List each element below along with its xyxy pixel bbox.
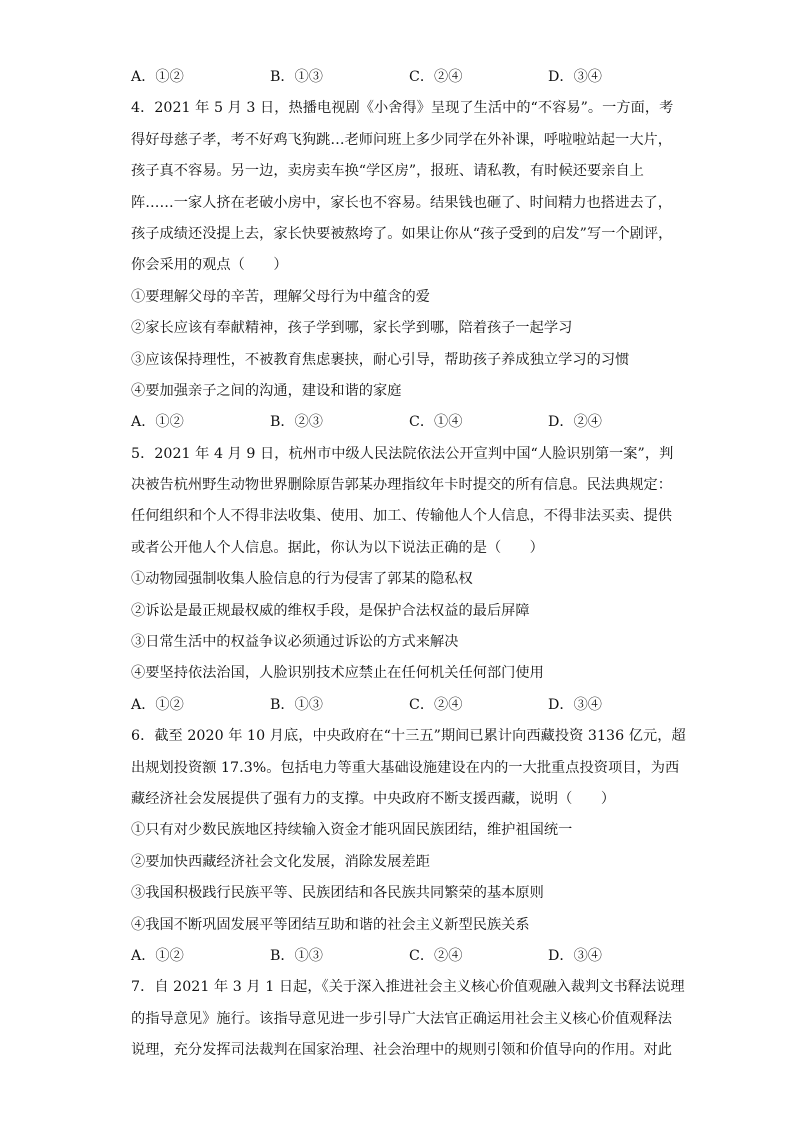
statement-item: ③应该保持理性，不被教育焦虑裹挟，耐心引导，帮助孩子养成独立学习的习惯 — [131, 351, 630, 368]
option-d[interactable]: D．③④ — [548, 696, 602, 713]
options-row-prev — [131, 62, 666, 93]
question-text-line: 任何组织和个人不得非法收集、使用、加工、传输他人个人信息，不得非法买卖、提供 — [131, 508, 673, 525]
option-c[interactable]: C．②④ — [409, 696, 463, 713]
statement-item: ①只有对少数民族地区持续输入资金才能巩固民族团结，维护祖国统一 — [131, 822, 573, 839]
statement-item: ②诉讼是最正规最权威的维权手段，是保护合法权益的最后屏障 — [131, 602, 530, 619]
question-text-line: 阵……一家人挤在老破小房中，家长也不容易。结果钱也砸了、时间精力也搭进去了， — [131, 194, 673, 211]
option-b[interactable]: B．②③ — [270, 414, 323, 431]
question-7 — [131, 972, 685, 1066]
option-a[interactable]: A．①② — [131, 414, 184, 431]
option-c[interactable]: C．②④ — [409, 69, 463, 85]
question-text-line: 你会采用的观点（ ） — [131, 257, 288, 274]
statement-item: ②要加快西藏经济社会文化发展，消除发展差距 — [131, 853, 430, 870]
option-a[interactable]: A．①② — [131, 947, 184, 964]
option-a[interactable]: A．①② — [131, 696, 184, 713]
option-c[interactable]: C．①④ — [409, 414, 463, 431]
statement-item: ③我国积极践行民族平等、民族团结和各民族共同繁荣的基本原则 — [131, 885, 544, 902]
question-5 — [131, 439, 674, 722]
question-text-line: 得好母慈子孝，考不好鸡飞狗跳…老师问班上多少同学在外补课，呼啦啦站起一大片， — [131, 131, 673, 148]
option-a[interactable]: A．①② — [131, 69, 184, 85]
options-row — [131, 690, 666, 721]
question-text-line: 7．自 2021 年 3 月 1 日起，《关于深入推进社会主义核心价值观融入裁判文书释法说理 — [131, 979, 685, 996]
question-4 — [131, 93, 674, 438]
question-text-line: 或者公开他人个人信息。据此，你认为以下说法正确的是（ ） — [131, 539, 544, 556]
options-row — [131, 941, 666, 972]
option-b[interactable]: B．①③ — [270, 947, 323, 964]
question-text-line: 决被告杭州野生动物世界删除原告郭某办理指纹年卡时提交的所有信息。民法典规定： — [131, 477, 673, 494]
question-6 — [131, 721, 686, 972]
statement-item: ②家长应该有奉献精神，孩子学到哪，家长学到哪，陪着孩子一起学习 — [131, 320, 573, 337]
option-d[interactable]: D．③④ — [548, 947, 602, 964]
statement-item: ①动物园强制收集人脸信息的行为侵害了郭某的隐私权 — [131, 571, 473, 588]
question-text-line: 孩子真不容易。另一边，卖房卖车换“学区房”，报班、请私教，有时候还要亲自上 — [131, 163, 644, 180]
question-text-line: 4．2021 年 5 月 3 日，热播电视剧《小舍得》呈现了生活中的“不容易”。一方面，考 — [131, 100, 674, 117]
option-b[interactable]: B．①③ — [270, 696, 323, 713]
statement-item: ④要加强亲子之间的沟通，建设和谐的家庭 — [131, 382, 402, 399]
options-row — [131, 407, 666, 438]
question-text-line: 5．2021 年 4 月 9 日，杭州市中级人民法院依法公开宣判中国“人脸识别第一案”，判 — [131, 445, 674, 462]
option-d[interactable]: D．②④ — [548, 414, 602, 431]
question-text-line: 6．截至 2020 年 10 月底，中央政府在“十三五”期间已累计向西藏投资 3136 亿元，超 — [131, 728, 686, 745]
question-text-line: 说理，充分发挥司法裁判在国家治理、社会治理中的规则引领和价值导向的作用。对此 — [131, 1042, 673, 1059]
question-text-line: 出规划投资额 17.3%。包括电力等重大基础设施建设在内的一大批重点投资项目，为西 — [131, 759, 680, 776]
option-c[interactable]: C．②④ — [409, 947, 463, 964]
question-text-line: 藏经济社会发展提供了强有力的支撑。中央政府不断支援西藏，说明（ ） — [131, 790, 616, 807]
question-content — [131, 62, 686, 1067]
statement-item: ③日常生活中的权益争议必须通过诉讼的方式来解决 — [131, 634, 459, 651]
statement-item: ④我国不断巩固发展平等团结互助和谐的社会主义新型民族关系 — [131, 916, 530, 933]
question-text-line: 孩子成绩还没提上去，家长快要被熬垮了。如果让你从“孩子受到的启发”写一个剧评， — [131, 225, 673, 242]
statement-item: ①要理解父母的辛苦，理解父母行为中蕴含的爱 — [131, 288, 430, 305]
question-text-line: 的指导意见》施行。该指导意见进一步引导广大法官正确运用社会主义核心价值观释法 — [131, 1010, 673, 1027]
statement-item: ④要坚持依法治国，人脸识别技术应禁止在任何机关任何部门使用 — [131, 665, 544, 682]
option-d[interactable]: D．③④ — [548, 69, 602, 85]
option-b[interactable]: B．①③ — [270, 69, 323, 85]
